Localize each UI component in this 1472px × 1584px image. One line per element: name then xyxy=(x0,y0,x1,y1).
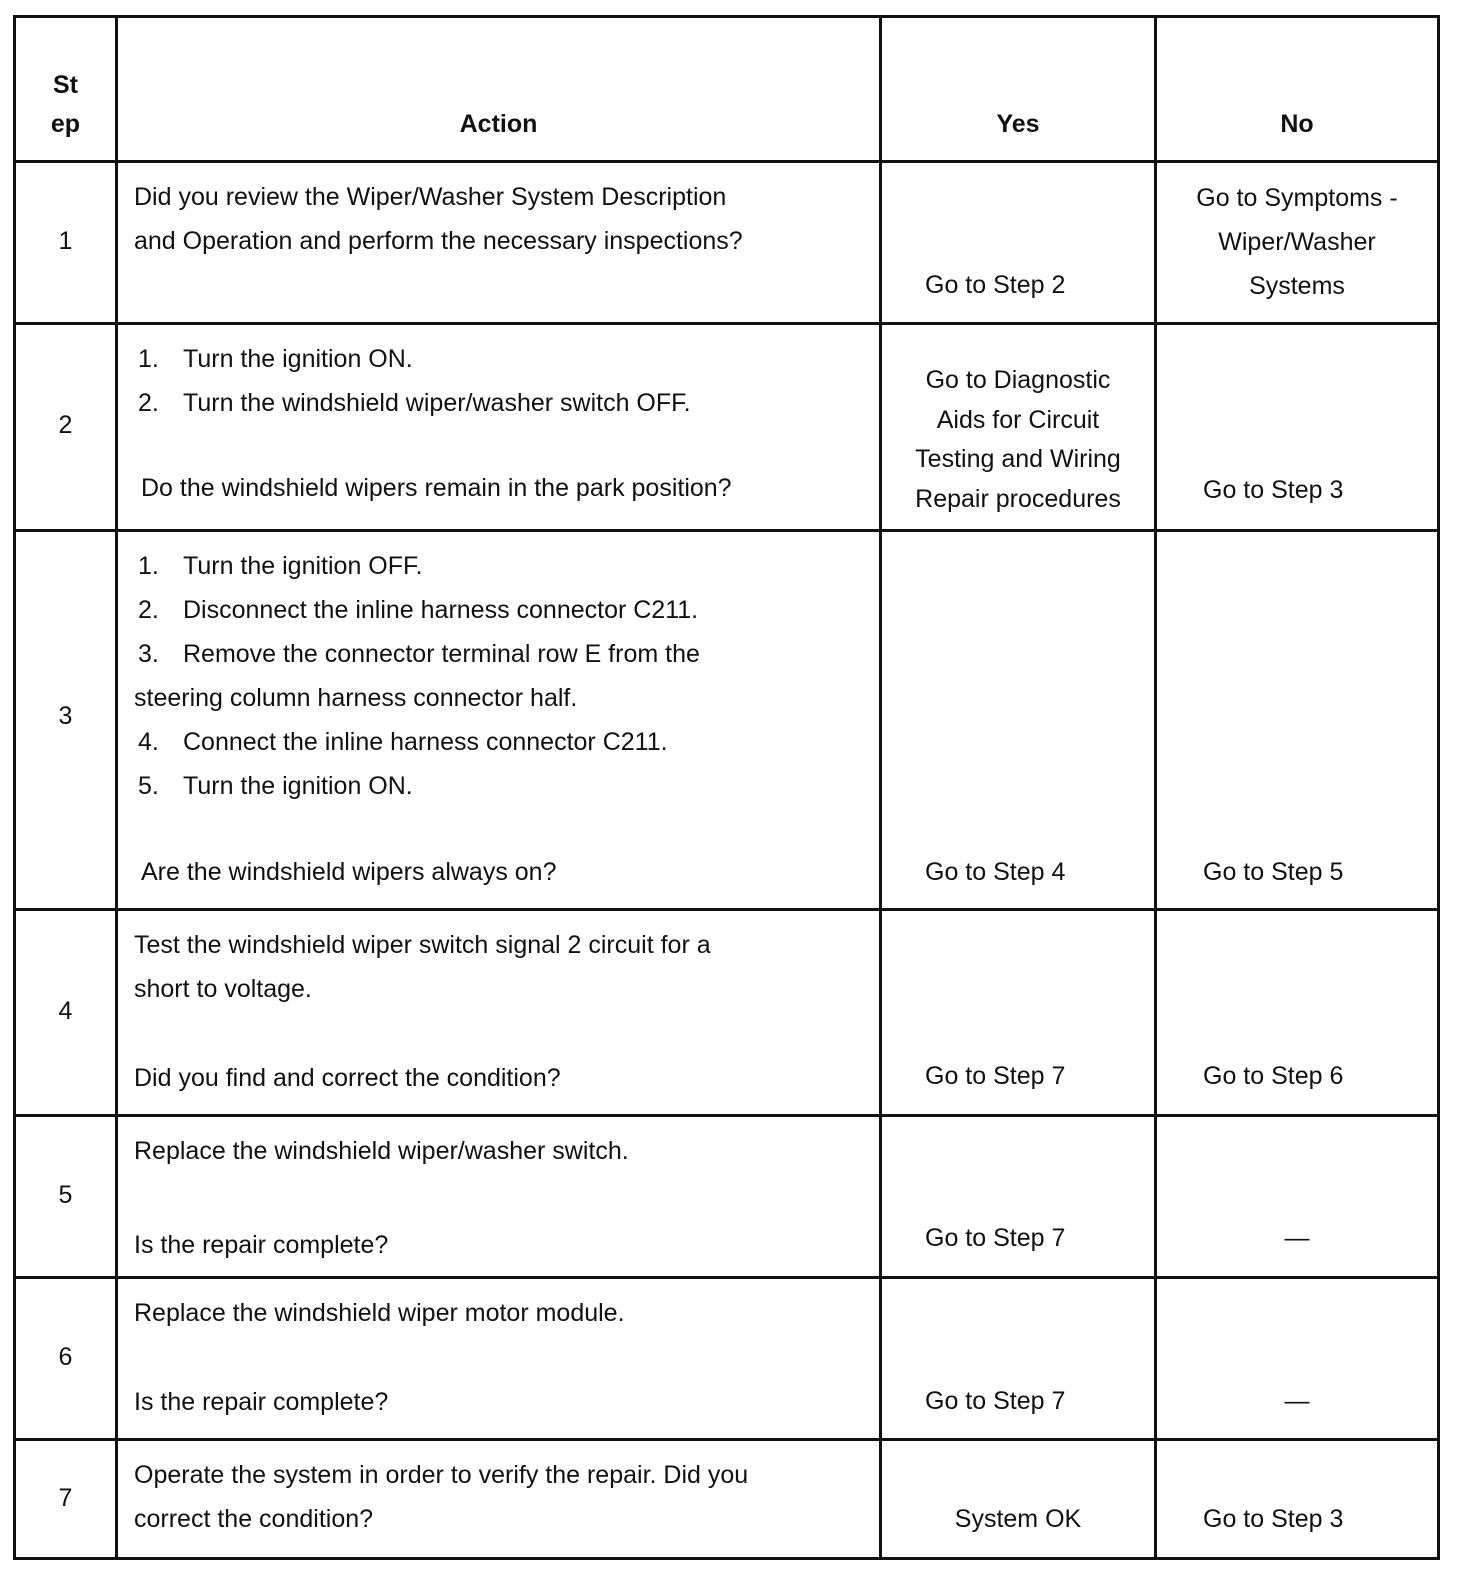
step-number: 5 xyxy=(58,1181,73,1209)
no-cell xyxy=(1156,1440,1439,1559)
step-number: 1 xyxy=(58,227,73,255)
header-yes: Yes xyxy=(881,17,1156,162)
table-row xyxy=(15,1278,1439,1440)
action-question: Do the windshield wipers remain in the park position? xyxy=(141,474,732,502)
step-number: 2 xyxy=(58,411,73,439)
no-text: Go to Symptoms - Wiper/Washer Systems xyxy=(1196,184,1398,300)
step-cell xyxy=(15,324,117,531)
no-text: Go to Step 5 xyxy=(1203,858,1344,886)
action-line: Replace the windshield wiper motor module. xyxy=(134,1299,625,1327)
action-question: Did you find and correct the condition? xyxy=(134,1064,561,1092)
action-line: and Operation and perform the necessary inspections? xyxy=(134,227,743,255)
action-cell xyxy=(117,531,881,910)
yes-cell xyxy=(881,1116,1156,1278)
action-cell xyxy=(117,1116,881,1278)
table-row xyxy=(15,324,1439,531)
header-step: St ep xyxy=(15,17,117,162)
action-line: Did you review the Wiper/Washer System Description xyxy=(134,183,727,211)
yes-cell xyxy=(881,531,1156,910)
table-row xyxy=(15,910,1439,1116)
yes-text: Go to Step 4 xyxy=(925,858,1066,886)
table-row xyxy=(15,1440,1439,1559)
no-cell xyxy=(1156,162,1439,324)
step-cell xyxy=(15,1440,117,1559)
action-question: Is the repair complete? xyxy=(134,1231,389,1259)
header-action: Action xyxy=(117,17,881,162)
yes-cell xyxy=(881,910,1156,1116)
step-number: 7 xyxy=(58,1484,73,1512)
no-cell xyxy=(1156,324,1439,531)
no-cell xyxy=(1156,1116,1439,1278)
yes-text: Go to Step 7 xyxy=(925,1387,1066,1415)
action-line: Operate the system in order to verify the repair. Did you xyxy=(134,1461,749,1489)
action-cell xyxy=(117,910,881,1116)
table-row xyxy=(15,1116,1439,1278)
step-cell xyxy=(15,531,117,910)
action-line: Test the windshield wiper switch signal 2 circuit for a xyxy=(134,931,711,959)
action-line: Replace the windshield wiper/washer switch. xyxy=(134,1137,629,1165)
no-cell xyxy=(1156,531,1439,910)
list-item: 4. Connect the inline harness connector C211. xyxy=(138,728,668,756)
list-item: 5. Turn the ignition ON. xyxy=(138,772,413,800)
step-cell xyxy=(15,1116,117,1278)
action-question: Is the repair complete? xyxy=(134,1388,389,1416)
step-number: 6 xyxy=(58,1343,73,1371)
yes-text: System OK xyxy=(954,1505,1082,1533)
action-cell xyxy=(117,1278,881,1440)
no-text: Go to Step 3 xyxy=(1203,476,1344,504)
table-row xyxy=(15,162,1439,324)
step-cell xyxy=(15,910,117,1116)
no-text: — xyxy=(1284,1224,1310,1252)
list-item: 1. Turn the ignition OFF. xyxy=(138,552,423,580)
list-item: 3. Remove the connector terminal row E from the xyxy=(138,640,700,668)
header-no: No xyxy=(1156,17,1439,162)
step-number: 4 xyxy=(58,997,73,1025)
no-cell xyxy=(1156,1278,1439,1440)
action-cell xyxy=(117,1440,881,1559)
yes-cell xyxy=(881,324,1156,531)
no-text: Go to Step 3 xyxy=(1203,1505,1344,1533)
step-cell xyxy=(15,162,117,324)
no-text: — xyxy=(1284,1387,1310,1415)
action-line: short to voltage. xyxy=(134,975,312,1003)
yes-cell xyxy=(881,162,1156,324)
action-line: correct the condition? xyxy=(134,1505,374,1533)
no-text: Go to Step 6 xyxy=(1203,1062,1344,1090)
table-row xyxy=(15,531,1439,910)
step-cell xyxy=(15,1278,117,1440)
yes-text: Go to Diagnostic Aids for Circuit Testing and Wiring Repair procedures xyxy=(915,366,1121,513)
header-row xyxy=(15,17,1439,162)
step-number: 3 xyxy=(58,702,73,730)
list-item: 2. Disconnect the inline harness connector C211. xyxy=(138,596,699,624)
list-item: 2. Turn the windshield wiper/washer switch OFF. xyxy=(138,389,691,417)
list-item-continued: steering column harness connector half. xyxy=(134,684,578,712)
diagnostic-table xyxy=(13,15,1440,1560)
no-cell xyxy=(1156,910,1439,1116)
action-question: Are the windshield wipers always on? xyxy=(141,858,557,886)
yes-cell xyxy=(881,1278,1156,1440)
yes-cell xyxy=(881,1440,1156,1559)
yes-text: Go to Step 7 xyxy=(925,1062,1066,1090)
action-cell xyxy=(117,324,881,531)
list-item: 1. Turn the ignition ON. xyxy=(138,345,413,373)
yes-text: Go to Step 7 xyxy=(925,1224,1066,1252)
action-cell xyxy=(117,162,881,324)
yes-text: Go to Step 2 xyxy=(925,271,1066,299)
